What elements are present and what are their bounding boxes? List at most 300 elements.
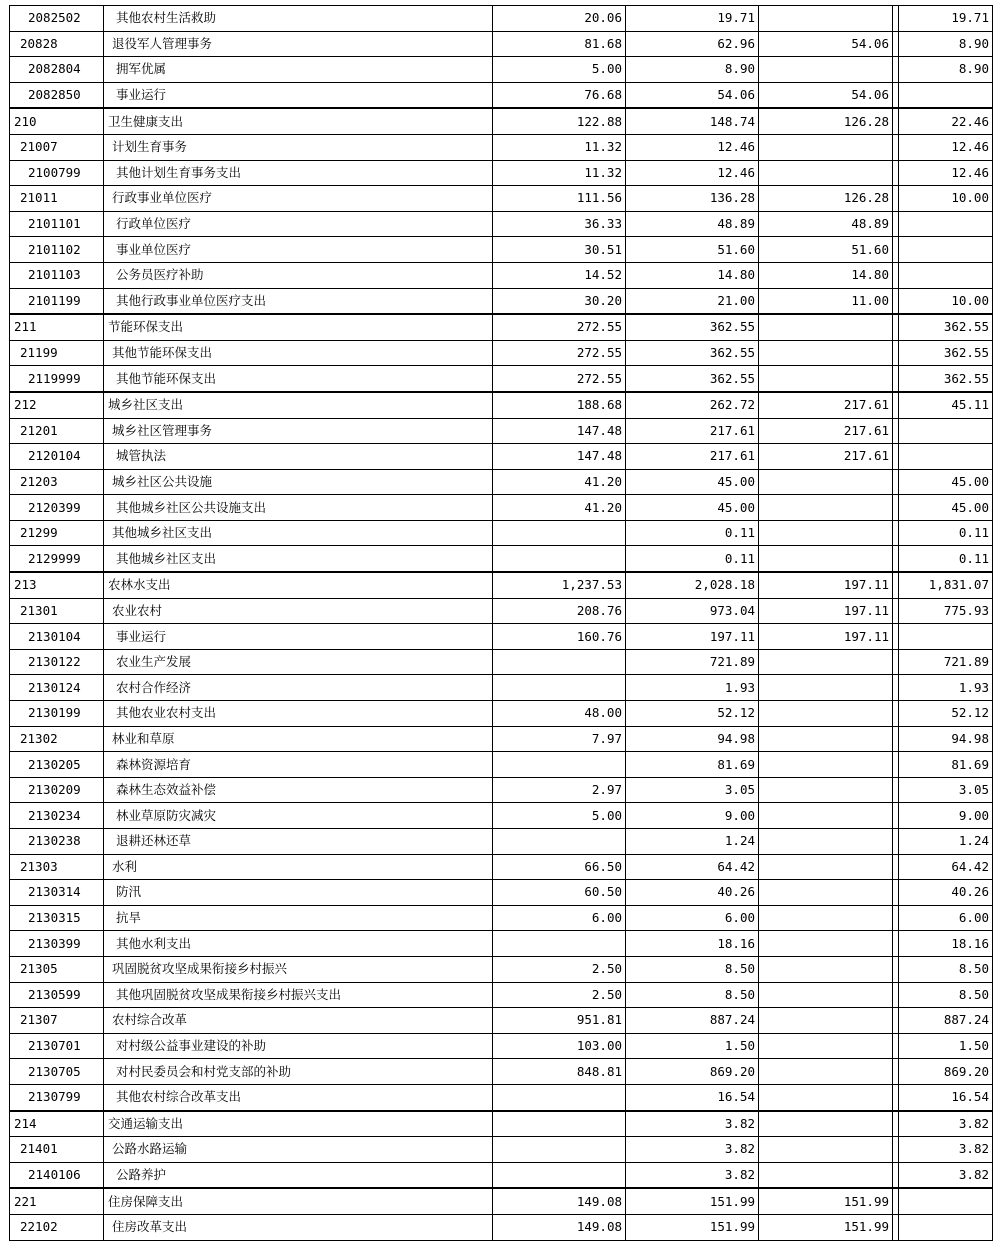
row-value-2: 21.00 bbox=[626, 288, 759, 314]
row-value-2: 51.60 bbox=[626, 237, 759, 263]
row-value-3 bbox=[759, 1111, 893, 1137]
row-value-1: 149.08 bbox=[493, 1188, 626, 1214]
row-value-1 bbox=[493, 546, 626, 572]
table-row bbox=[10, 675, 993, 701]
row-code: 2130701 bbox=[10, 1033, 104, 1059]
row-value-1: 81.68 bbox=[493, 31, 626, 57]
row-value-1: 6.00 bbox=[493, 905, 626, 931]
row-value-3 bbox=[759, 546, 893, 572]
row-value-1 bbox=[493, 1111, 626, 1137]
row-code: 22102 bbox=[10, 1214, 104, 1240]
table-row bbox=[10, 854, 993, 880]
row-value-4: 45.11 bbox=[899, 392, 993, 418]
row-value-3 bbox=[759, 1033, 893, 1059]
row-value-4: 3.82 bbox=[899, 1137, 993, 1163]
table-row bbox=[10, 392, 993, 418]
row-value-2: 8.90 bbox=[626, 57, 759, 83]
row-value-4: 52.12 bbox=[899, 701, 993, 727]
row-name: 森林生态效益补偿 bbox=[104, 777, 493, 803]
row-value-4: 3.82 bbox=[899, 1162, 993, 1188]
row-value-3 bbox=[759, 982, 893, 1008]
row-value-4: 887.24 bbox=[899, 1008, 993, 1034]
row-value-2: 54.06 bbox=[626, 82, 759, 108]
row-value-3 bbox=[759, 1008, 893, 1034]
row-code: 2101101 bbox=[10, 211, 104, 237]
row-code: 2130199 bbox=[10, 701, 104, 727]
row-name: 林业草原防灾减灾 bbox=[104, 803, 493, 829]
row-code: 2130124 bbox=[10, 675, 104, 701]
row-value-1: 41.20 bbox=[493, 469, 626, 495]
row-name: 其他行政事业单位医疗支出 bbox=[104, 288, 493, 314]
row-value-2: 14.80 bbox=[626, 262, 759, 288]
row-value-4: 10.00 bbox=[899, 288, 993, 314]
table-row bbox=[10, 237, 993, 263]
row-code: 21203 bbox=[10, 469, 104, 495]
row-code: 2100799 bbox=[10, 160, 104, 186]
row-code: 210 bbox=[10, 108, 104, 134]
row-value-4: 1.24 bbox=[899, 829, 993, 855]
row-value-3 bbox=[759, 649, 893, 675]
row-code: 2119999 bbox=[10, 366, 104, 392]
row-value-1: 160.76 bbox=[493, 624, 626, 650]
row-value-1: 848.81 bbox=[493, 1059, 626, 1085]
row-value-4: 18.16 bbox=[899, 931, 993, 957]
row-name: 水利 bbox=[104, 854, 493, 880]
row-value-3 bbox=[759, 57, 893, 83]
row-name: 城乡社区管理事务 bbox=[104, 418, 493, 444]
row-value-1: 951.81 bbox=[493, 1008, 626, 1034]
row-code: 2130705 bbox=[10, 1059, 104, 1085]
row-name: 退役军人管理事务 bbox=[104, 31, 493, 57]
row-value-1: 103.00 bbox=[493, 1033, 626, 1059]
row-value-1: 66.50 bbox=[493, 854, 626, 880]
row-value-1 bbox=[493, 829, 626, 855]
row-value-3 bbox=[759, 701, 893, 727]
table-row bbox=[10, 880, 993, 906]
row-code: 221 bbox=[10, 1188, 104, 1214]
row-value-2: 62.96 bbox=[626, 31, 759, 57]
table-row bbox=[10, 1008, 993, 1034]
table-row bbox=[10, 572, 993, 598]
table-row bbox=[10, 57, 993, 83]
row-value-1 bbox=[493, 675, 626, 701]
row-value-2: 3.82 bbox=[626, 1137, 759, 1163]
row-value-3 bbox=[759, 1084, 893, 1110]
row-name: 其他农村综合改革支出 bbox=[104, 1084, 493, 1110]
row-name: 农村合作经济 bbox=[104, 675, 493, 701]
row-value-4: 3.82 bbox=[899, 1111, 993, 1137]
row-name: 农林水支出 bbox=[104, 572, 493, 598]
row-name: 抗旱 bbox=[104, 905, 493, 931]
row-value-2: 3.82 bbox=[626, 1111, 759, 1137]
table-row bbox=[10, 905, 993, 931]
row-value-2: 9.00 bbox=[626, 803, 759, 829]
row-value-1: 272.55 bbox=[493, 340, 626, 366]
row-value-4: 8.50 bbox=[899, 982, 993, 1008]
row-name: 计划生育事务 bbox=[104, 134, 493, 160]
row-name: 对村级公益事业建设的补助 bbox=[104, 1033, 493, 1059]
row-value-3: 54.06 bbox=[759, 82, 893, 108]
row-name: 农村综合改革 bbox=[104, 1008, 493, 1034]
table-row bbox=[10, 444, 993, 470]
row-code: 2130599 bbox=[10, 982, 104, 1008]
table-row bbox=[10, 931, 993, 957]
row-value-1 bbox=[493, 520, 626, 546]
row-value-4: 9.00 bbox=[899, 803, 993, 829]
table-row bbox=[10, 31, 993, 57]
row-value-3: 54.06 bbox=[759, 31, 893, 57]
row-code: 2130315 bbox=[10, 905, 104, 931]
row-code: 213 bbox=[10, 572, 104, 598]
row-code: 2120399 bbox=[10, 495, 104, 521]
row-value-3: 197.11 bbox=[759, 624, 893, 650]
table-row bbox=[10, 1188, 993, 1214]
row-value-2: 16.54 bbox=[626, 1084, 759, 1110]
row-code: 2129999 bbox=[10, 546, 104, 572]
row-value-4: 64.42 bbox=[899, 854, 993, 880]
row-name: 其他城乡社区公共设施支出 bbox=[104, 495, 493, 521]
row-value-2: 973.04 bbox=[626, 598, 759, 624]
row-code: 21305 bbox=[10, 956, 104, 982]
row-value-4: 0.11 bbox=[899, 520, 993, 546]
row-value-3: 51.60 bbox=[759, 237, 893, 263]
row-code: 2082502 bbox=[10, 6, 104, 32]
row-name: 卫生健康支出 bbox=[104, 108, 493, 134]
row-value-4: 45.00 bbox=[899, 469, 993, 495]
row-value-3 bbox=[759, 1162, 893, 1188]
row-code: 2082804 bbox=[10, 57, 104, 83]
table-row bbox=[10, 288, 993, 314]
row-value-1: 11.32 bbox=[493, 134, 626, 160]
row-value-2: 8.50 bbox=[626, 956, 759, 982]
row-code: 21301 bbox=[10, 598, 104, 624]
table-row bbox=[10, 418, 993, 444]
row-name: 行政单位医疗 bbox=[104, 211, 493, 237]
row-code: 2130234 bbox=[10, 803, 104, 829]
row-value-3 bbox=[759, 931, 893, 957]
row-name: 住房保障支出 bbox=[104, 1188, 493, 1214]
row-name: 住房改革支出 bbox=[104, 1214, 493, 1240]
row-name: 城管执法 bbox=[104, 444, 493, 470]
row-value-3 bbox=[759, 6, 893, 32]
row-value-2: 19.71 bbox=[626, 6, 759, 32]
row-value-3 bbox=[759, 956, 893, 982]
row-code: 21307 bbox=[10, 1008, 104, 1034]
row-name: 节能环保支出 bbox=[104, 314, 493, 340]
row-value-4: 721.89 bbox=[899, 649, 993, 675]
row-value-4: 10.00 bbox=[899, 186, 993, 212]
row-name: 公路养护 bbox=[104, 1162, 493, 1188]
row-value-2: 362.55 bbox=[626, 366, 759, 392]
row-value-2: 2,028.18 bbox=[626, 572, 759, 598]
row-value-2: 136.28 bbox=[626, 186, 759, 212]
row-value-4: 6.00 bbox=[899, 905, 993, 931]
row-code: 21007 bbox=[10, 134, 104, 160]
row-code: 211 bbox=[10, 314, 104, 340]
row-code: 214 bbox=[10, 1111, 104, 1137]
row-value-2: 3.82 bbox=[626, 1162, 759, 1188]
row-value-4: 8.50 bbox=[899, 956, 993, 982]
row-value-3: 217.61 bbox=[759, 444, 893, 470]
row-code: 2130799 bbox=[10, 1084, 104, 1110]
row-value-1: 147.48 bbox=[493, 418, 626, 444]
table-row bbox=[10, 6, 993, 32]
budget-table bbox=[9, 5, 993, 1241]
row-value-1: 149.08 bbox=[493, 1214, 626, 1240]
row-value-2: 362.55 bbox=[626, 314, 759, 340]
row-value-1: 147.48 bbox=[493, 444, 626, 470]
row-code: 212 bbox=[10, 392, 104, 418]
row-code: 2140106 bbox=[10, 1162, 104, 1188]
row-name: 城乡社区支出 bbox=[104, 392, 493, 418]
table-row bbox=[10, 982, 993, 1008]
row-value-1: 48.00 bbox=[493, 701, 626, 727]
row-value-1: 5.00 bbox=[493, 803, 626, 829]
table-row bbox=[10, 1033, 993, 1059]
row-value-1: 11.32 bbox=[493, 160, 626, 186]
row-value-1: 60.50 bbox=[493, 880, 626, 906]
row-code: 21299 bbox=[10, 520, 104, 546]
row-value-2: 64.42 bbox=[626, 854, 759, 880]
row-value-3: 217.61 bbox=[759, 392, 893, 418]
row-code: 21201 bbox=[10, 418, 104, 444]
row-value-3 bbox=[759, 880, 893, 906]
row-value-1: 122.88 bbox=[493, 108, 626, 134]
table-row bbox=[10, 134, 993, 160]
row-value-1: 208.76 bbox=[493, 598, 626, 624]
row-value-4: 94.98 bbox=[899, 726, 993, 752]
row-value-4: 0.11 bbox=[899, 546, 993, 572]
table-row bbox=[10, 520, 993, 546]
row-code: 2101102 bbox=[10, 237, 104, 263]
row-value-4: 1.93 bbox=[899, 675, 993, 701]
row-value-3 bbox=[759, 777, 893, 803]
row-value-2: 721.89 bbox=[626, 649, 759, 675]
row-value-3 bbox=[759, 495, 893, 521]
row-name: 其他计划生育事务支出 bbox=[104, 160, 493, 186]
row-name: 其他城乡社区支出 bbox=[104, 520, 493, 546]
row-name: 农业生产发展 bbox=[104, 649, 493, 675]
table-row bbox=[10, 803, 993, 829]
row-value-2: 887.24 bbox=[626, 1008, 759, 1034]
table-row bbox=[10, 366, 993, 392]
row-name: 森林资源培育 bbox=[104, 752, 493, 778]
row-value-2: 148.74 bbox=[626, 108, 759, 134]
table-row bbox=[10, 160, 993, 186]
row-value-3 bbox=[759, 469, 893, 495]
row-value-1: 36.33 bbox=[493, 211, 626, 237]
row-value-1 bbox=[493, 1162, 626, 1188]
row-value-1: 30.20 bbox=[493, 288, 626, 314]
row-value-2: 6.00 bbox=[626, 905, 759, 931]
row-value-4: 8.90 bbox=[899, 57, 993, 83]
row-value-4: 362.55 bbox=[899, 340, 993, 366]
row-name: 事业运行 bbox=[104, 624, 493, 650]
row-value-1 bbox=[493, 931, 626, 957]
row-code: 2130399 bbox=[10, 931, 104, 957]
row-value-1: 2.97 bbox=[493, 777, 626, 803]
row-value-2: 52.12 bbox=[626, 701, 759, 727]
table-row bbox=[10, 262, 993, 288]
row-value-4: 12.46 bbox=[899, 160, 993, 186]
row-value-3 bbox=[759, 160, 893, 186]
row-value-4 bbox=[899, 262, 993, 288]
row-code: 21302 bbox=[10, 726, 104, 752]
row-value-4 bbox=[899, 444, 993, 470]
row-value-1: 2.50 bbox=[493, 956, 626, 982]
row-value-2: 81.69 bbox=[626, 752, 759, 778]
row-value-4 bbox=[899, 237, 993, 263]
row-code: 2120104 bbox=[10, 444, 104, 470]
row-value-1: 41.20 bbox=[493, 495, 626, 521]
row-value-4 bbox=[899, 211, 993, 237]
row-code: 2130209 bbox=[10, 777, 104, 803]
row-code: 2130238 bbox=[10, 829, 104, 855]
row-value-3: 126.28 bbox=[759, 108, 893, 134]
row-value-1: 188.68 bbox=[493, 392, 626, 418]
row-value-3: 14.80 bbox=[759, 262, 893, 288]
row-value-4: 869.20 bbox=[899, 1059, 993, 1085]
row-value-1 bbox=[493, 1137, 626, 1163]
row-name: 巩固脱贫攻坚成果衔接乡村振兴 bbox=[104, 956, 493, 982]
row-value-2: 12.46 bbox=[626, 160, 759, 186]
row-name: 公路水路运输 bbox=[104, 1137, 493, 1163]
table-row bbox=[10, 829, 993, 855]
row-value-3 bbox=[759, 1059, 893, 1085]
row-value-3 bbox=[759, 1137, 893, 1163]
row-value-1 bbox=[493, 1084, 626, 1110]
row-value-2: 217.61 bbox=[626, 418, 759, 444]
row-value-2: 48.89 bbox=[626, 211, 759, 237]
row-value-3 bbox=[759, 803, 893, 829]
row-code: 20828 bbox=[10, 31, 104, 57]
row-value-2: 8.50 bbox=[626, 982, 759, 1008]
table-row bbox=[10, 1059, 993, 1085]
row-value-3 bbox=[759, 726, 893, 752]
row-name: 公务员医疗补助 bbox=[104, 262, 493, 288]
row-value-3 bbox=[759, 752, 893, 778]
row-value-2: 151.99 bbox=[626, 1188, 759, 1214]
row-value-3: 197.11 bbox=[759, 572, 893, 598]
row-name: 行政事业单位医疗 bbox=[104, 186, 493, 212]
table-row bbox=[10, 469, 993, 495]
row-value-2: 18.16 bbox=[626, 931, 759, 957]
row-value-2: 3.05 bbox=[626, 777, 759, 803]
table-row bbox=[10, 701, 993, 727]
row-value-1: 2.50 bbox=[493, 982, 626, 1008]
row-code: 2101103 bbox=[10, 262, 104, 288]
row-code: 2130205 bbox=[10, 752, 104, 778]
table-row bbox=[10, 1214, 993, 1240]
row-value-1: 272.55 bbox=[493, 314, 626, 340]
row-name: 林业和草原 bbox=[104, 726, 493, 752]
row-name: 退耕还林还草 bbox=[104, 829, 493, 855]
table-row bbox=[10, 108, 993, 134]
table-row bbox=[10, 1162, 993, 1188]
row-value-2: 262.72 bbox=[626, 392, 759, 418]
row-value-4: 22.46 bbox=[899, 108, 993, 134]
table-row bbox=[10, 1084, 993, 1110]
row-value-1 bbox=[493, 649, 626, 675]
row-value-4: 12.46 bbox=[899, 134, 993, 160]
table-row bbox=[10, 314, 993, 340]
row-code: 2130122 bbox=[10, 649, 104, 675]
row-value-3: 11.00 bbox=[759, 288, 893, 314]
row-name: 城乡社区公共设施 bbox=[104, 469, 493, 495]
table-row bbox=[10, 649, 993, 675]
row-name: 对村民委员会和村党支部的补助 bbox=[104, 1059, 493, 1085]
row-code: 2130314 bbox=[10, 880, 104, 906]
table-row bbox=[10, 777, 993, 803]
row-code: 21303 bbox=[10, 854, 104, 880]
table-row bbox=[10, 211, 993, 237]
row-value-4 bbox=[899, 82, 993, 108]
row-value-4: 19.71 bbox=[899, 6, 993, 32]
row-value-2: 94.98 bbox=[626, 726, 759, 752]
row-value-1: 14.52 bbox=[493, 262, 626, 288]
row-value-1 bbox=[493, 752, 626, 778]
row-value-2: 1.93 bbox=[626, 675, 759, 701]
row-value-3: 126.28 bbox=[759, 186, 893, 212]
table-row bbox=[10, 340, 993, 366]
row-name: 其他节能环保支出 bbox=[104, 366, 493, 392]
row-name: 事业单位医疗 bbox=[104, 237, 493, 263]
row-value-2: 0.11 bbox=[626, 520, 759, 546]
row-value-1: 20.06 bbox=[493, 6, 626, 32]
row-value-2: 12.46 bbox=[626, 134, 759, 160]
table-row bbox=[10, 624, 993, 650]
row-name: 事业运行 bbox=[104, 82, 493, 108]
row-value-4 bbox=[899, 418, 993, 444]
row-value-2: 217.61 bbox=[626, 444, 759, 470]
row-value-4: 1.50 bbox=[899, 1033, 993, 1059]
row-name: 其他农村生活救助 bbox=[104, 6, 493, 32]
row-value-3: 197.11 bbox=[759, 598, 893, 624]
row-value-2: 1.24 bbox=[626, 829, 759, 855]
row-value-4: 362.55 bbox=[899, 314, 993, 340]
row-value-3 bbox=[759, 314, 893, 340]
row-value-2: 40.26 bbox=[626, 880, 759, 906]
row-value-2: 45.00 bbox=[626, 495, 759, 521]
table-row bbox=[10, 546, 993, 572]
row-value-3 bbox=[759, 829, 893, 855]
row-value-3 bbox=[759, 905, 893, 931]
row-value-2: 0.11 bbox=[626, 546, 759, 572]
table-row bbox=[10, 598, 993, 624]
row-name: 其他农业农村支出 bbox=[104, 701, 493, 727]
row-code: 2082850 bbox=[10, 82, 104, 108]
row-code: 21199 bbox=[10, 340, 104, 366]
row-name: 其他水利支出 bbox=[104, 931, 493, 957]
row-value-3: 217.61 bbox=[759, 418, 893, 444]
row-value-1: 272.55 bbox=[493, 366, 626, 392]
row-value-3 bbox=[759, 520, 893, 546]
row-code: 2130104 bbox=[10, 624, 104, 650]
row-value-4 bbox=[899, 1214, 993, 1240]
row-value-1: 111.56 bbox=[493, 186, 626, 212]
row-value-3: 151.99 bbox=[759, 1188, 893, 1214]
row-value-3 bbox=[759, 675, 893, 701]
table-row bbox=[10, 956, 993, 982]
row-name: 其他节能环保支出 bbox=[104, 340, 493, 366]
row-value-1: 1,237.53 bbox=[493, 572, 626, 598]
row-value-2: 1.50 bbox=[626, 1033, 759, 1059]
row-value-3 bbox=[759, 340, 893, 366]
row-value-4: 45.00 bbox=[899, 495, 993, 521]
row-value-4: 16.54 bbox=[899, 1084, 993, 1110]
table-body bbox=[10, 6, 993, 1241]
row-name: 交通运输支出 bbox=[104, 1111, 493, 1137]
